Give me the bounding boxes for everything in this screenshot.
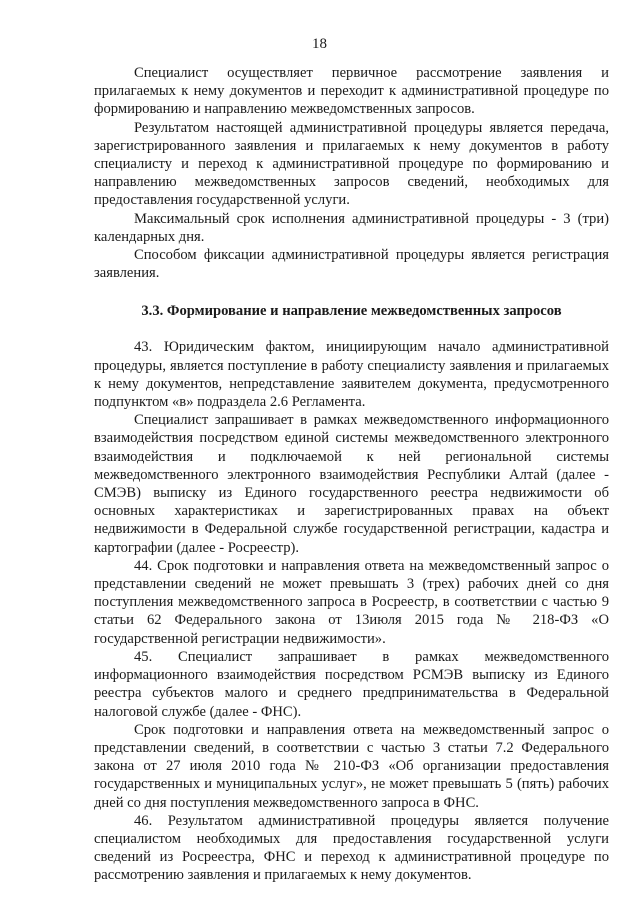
paragraph: 43. Юридическим фактом, инициирующим начало административной процедуры, является поступление в работу специалисту заявления и прилагаемых к нему документов, непредставление заявителем документа, предусмотренного подпунктом «в» подраздела 2.6 Регламента. [94,339,609,411]
paragraph: 46. Результатом административной процедуры является получение специалистом необходимых для предоставления государственной услуги сведений из Росреестра, ФНС и переход к административной процедуре по рассмотрению заявления и прилагаемых к нему документов. [94,812,609,884]
paragraph: Способом фиксации административной процедуры является регистрация заявления. [94,247,609,282]
document-body [94,64,609,885]
page-number: 18 [312,36,327,52]
paragraph: 44. Срок подготовки и направления ответа на межведомственный запрос о представлении сведений не может превышать 3 (трех) рабочих дней со дня поступления межведомственного запроса в Росреестр, в соответствии с частью 9 статьи 62 Федерального закона от 13июля 2015 года № 218-ФЗ «О государственной регистрации недвижимости». [94,557,609,647]
paragraph: Специалист осуществляет первичное рассмотрение заявления и прилагаемых к нему документов и переходит к административной процедуре по формированию и направлению межведомственных запросов. [94,65,609,118]
paragraph: 45. Специалист запрашивает в рамках межведомственного информационного взаимодействия посредством РСМЭВ выписку из Единого реестра субъектов малого и среднего предпринимательства в Федеральной налоговой службе (далее - ФНС). [94,648,609,720]
paragraph: Специалист запрашивает в рамках межведомственного информационного взаимодействия посредством единой системы межведомственного электронного взаимодействия и подключаемой к ней региональной системы межведомственного электронного взаимодействия Республики Алтай (далее - СМЭВ) выписку из Единого государственного реестра недвижимости об основных характеристиках и зарегистрированных правах на объект недвижимости в Федеральной службе государственной регистрации, кадастра и картографии (далее - Росреестр). [94,412,609,556]
paragraph: Срок подготовки и направления ответа на межведомственный запрос о представлении сведений, в соответствии с частью 3 статьи 7.2 Федерального закона от 27 июля 2010 года № 210-ФЗ «Об организации предоставления государственных и муниципальных услуг», не может превышать 5 (пять) рабочих дней со дня поступления межведомственного запроса в ФНС. [94,721,609,811]
paragraph: Результатом настоящей административной процедуры является передача, зарегистрированного заявления и прилагаемых к нему документов в работу специалисту и переход к административной процедуре по формированию и направлению межведомственных запросов сведений, необходимых для предоставления государственной услуги. [94,119,609,209]
section-title: 3.3. Формирование и направление межведомственных запросов [141,303,562,320]
paragraph: Максимальный срок исполнения административной процедуры - 3 (три) календарных дня. [94,210,609,245]
